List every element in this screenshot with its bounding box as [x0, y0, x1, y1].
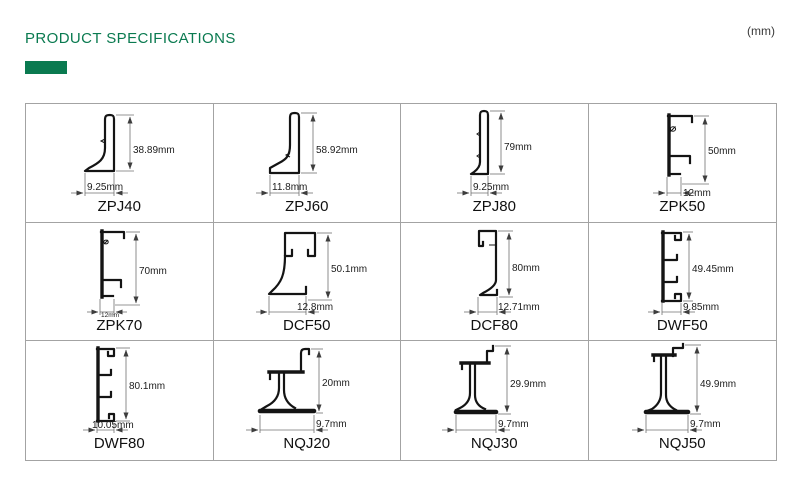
dimension-annotations: [648, 232, 734, 315]
spec-cell-dcf50: [214, 223, 402, 342]
profile-outline: [646, 344, 688, 412]
base-dimension-label: 9.7mm: [316, 419, 347, 431]
profile-name: ZPK70: [96, 316, 143, 334]
profile-outline: [260, 349, 314, 411]
spec-cell-zpj60: [214, 104, 402, 223]
dimension-annotations: [83, 348, 165, 433]
profile-outline: [269, 233, 315, 294]
profile-drawing-nqj20: [214, 341, 401, 437]
spec-cell-dwf50: [589, 223, 777, 342]
spec-grid: [25, 103, 777, 461]
profile-drawing-zpk50: [589, 104, 776, 200]
profile-outline: [471, 111, 488, 174]
profile-drawing-zpj40: [26, 104, 213, 200]
height-dimension-label: 50mm: [707, 146, 736, 157]
base-dimension-label: 9.25mm: [472, 182, 509, 193]
profile-name: DWF50: [656, 316, 708, 334]
profile-name: ZPJ80: [472, 198, 516, 215]
dimension-annotations: [246, 349, 350, 433]
height-dimension-label: 80mm: [511, 262, 540, 274]
height-dimension-label: 49.45mm: [691, 263, 734, 275]
accent-bar: [25, 61, 67, 74]
dimension-annotations: [256, 233, 367, 315]
base-dimension-label: 9.7mm: [689, 419, 721, 431]
height-dimension-label: 29.9mm: [509, 379, 546, 391]
profile-name: DCF80: [470, 316, 518, 334]
height-dimension-label: 80.1mm: [128, 381, 165, 393]
dimension-annotations: [87, 232, 167, 319]
spec-cell-zpk70: [26, 223, 214, 342]
height-dimension-label: 38.89mm: [132, 145, 175, 156]
profile-outline: [85, 115, 114, 171]
height-dimension-label: 70mm: [138, 265, 167, 277]
profile-name: ZPJ40: [97, 198, 141, 215]
base-dimension-label: 10.05mm: [91, 420, 134, 432]
profile-drawing-zpj80: [401, 104, 588, 200]
profile-outline: [668, 115, 692, 175]
profile-name: DWF80: [93, 435, 145, 453]
base-dimension-label: 12.8mm: [297, 301, 334, 313]
spec-cell-zpj80: [401, 104, 589, 223]
height-dimension-label: 49.9mm: [699, 379, 736, 391]
base-dimension-label: 12.71mm: [497, 301, 540, 313]
profile-outline: [270, 113, 299, 173]
dimension-annotations: [256, 113, 358, 196]
base-dimension-label: 12mm: [682, 188, 711, 199]
spec-cell-zpj40: [26, 104, 214, 223]
height-dimension-label: 79mm: [503, 142, 532, 153]
spec-cell-nqj30: [401, 341, 589, 460]
dimension-annotations: [457, 111, 532, 196]
profile-outline: [97, 348, 114, 421]
dimension-annotations: [71, 115, 175, 196]
profile-drawing-dcf80: [401, 223, 588, 319]
profile-name: ZPJ60: [285, 198, 329, 215]
profile-outline: [456, 346, 496, 412]
unit-note: (mm): [747, 24, 775, 38]
dimension-annotations: [442, 346, 546, 433]
page-title: PRODUCT SPECIFICATIONS: [25, 30, 236, 47]
profile-drawing-nqj50: [589, 341, 776, 437]
profile-name: NQJ50: [658, 435, 706, 453]
profile-outline: [662, 232, 681, 301]
spec-cell-nqj20: [214, 341, 402, 460]
profile-name: ZPK50: [659, 198, 706, 215]
base-dimension-label: 9.7mm: [497, 419, 529, 431]
profile-name: DCF50: [282, 316, 331, 334]
spec-cell-dwf80: [26, 341, 214, 460]
height-dimension-label: 58.92mm: [316, 145, 358, 156]
height-dimension-label: 20mm: [322, 378, 351, 390]
spec-cell-zpk50: [589, 104, 777, 223]
profile-drawing-zpj60: [214, 104, 401, 200]
profile-drawing-zpk70: [26, 223, 213, 319]
height-dimension-label: 50.1mm: [331, 263, 368, 275]
profile-name: NQJ20: [283, 435, 331, 453]
dimension-annotations: [632, 345, 736, 433]
profile-name: NQJ30: [470, 435, 518, 453]
profile-outline: [101, 231, 124, 297]
base-dimension-label: 12mm: [100, 311, 119, 319]
profile-drawing-dwf80: [26, 341, 213, 437]
dimension-annotations: [653, 116, 736, 199]
dimension-annotations: [464, 231, 540, 315]
profile-drawing-dcf50: [214, 223, 401, 319]
base-dimension-label: 9.25mm: [86, 182, 123, 193]
spec-cell-nqj50: [589, 341, 777, 460]
spec-cell-dcf80: [401, 223, 589, 342]
base-dimension-label: 11.8mm: [272, 182, 308, 193]
profile-outline: [479, 231, 497, 295]
base-dimension-label: 9.85mm: [682, 301, 719, 313]
profile-drawing-dwf50: [589, 223, 776, 319]
profile-drawing-nqj30: [401, 341, 588, 437]
